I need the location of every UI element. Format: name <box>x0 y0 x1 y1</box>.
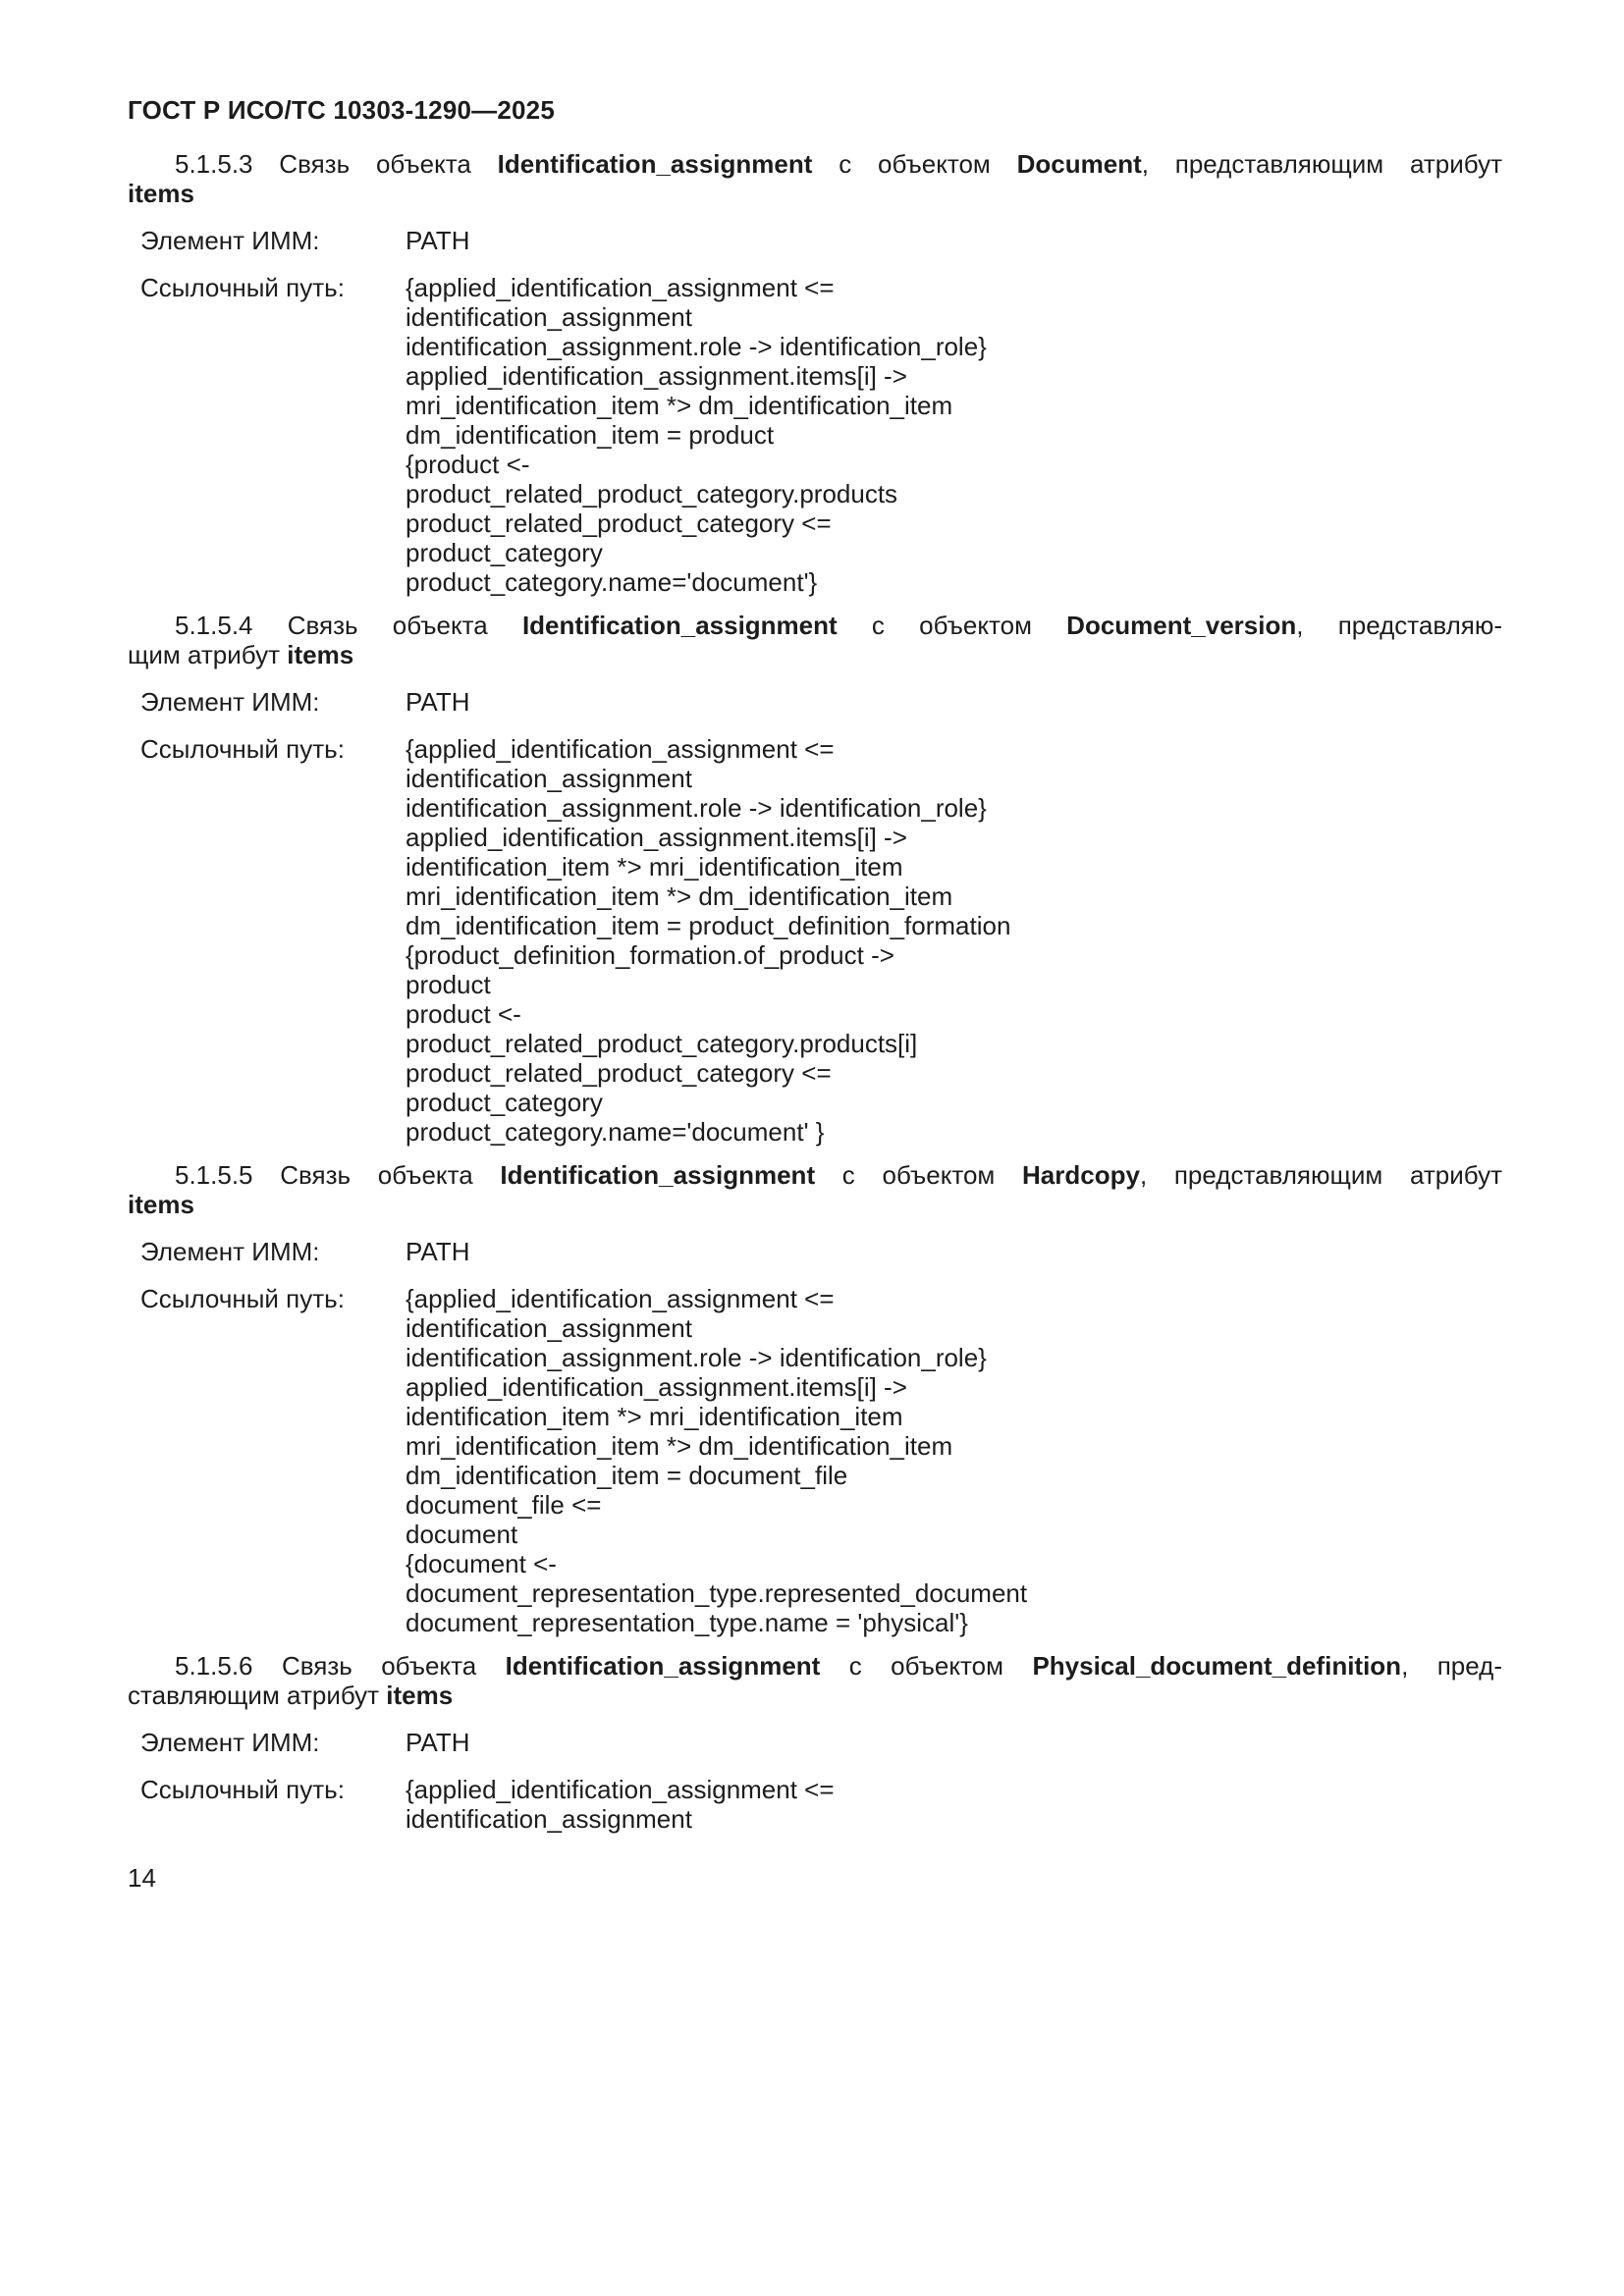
heading-segment: с объектом <box>815 1160 1023 1190</box>
reference-path-line: identification_assignment.role -> identification_role} <box>406 1343 987 1372</box>
imm-element-row <box>128 1728 1502 1757</box>
reference-path-row <box>128 1284 1502 1637</box>
reference-path-line: {applied_identification_assignment <= <box>406 1775 835 1804</box>
reference-path-label: Ссылочный путь: <box>140 273 345 302</box>
heading-segment: , пред- <box>1401 1651 1502 1681</box>
section-heading-line1 <box>128 149 1502 179</box>
reference-path-line: product <- <box>406 999 521 1029</box>
reference-path-line: {product_definition_formation.of_product -> <box>406 940 894 970</box>
reference-path-line: product_related_product_category <= <box>406 508 832 538</box>
reference-path-line: product_category <box>406 538 603 567</box>
reference-path-line: {document <- <box>406 1549 557 1578</box>
heading-segment: Identification_assignment <box>500 1160 816 1190</box>
section-5-1-5-4 <box>128 611 1502 1147</box>
reference-path-label: Ссылочный путь: <box>140 1284 345 1313</box>
imm-element-row <box>128 1237 1502 1266</box>
heading-segment: items <box>128 1190 194 1219</box>
imm-element-label: Элемент ИММ: <box>140 1728 320 1757</box>
section-5-1-5-5 <box>128 1160 1502 1637</box>
reference-path-line: document_file <= <box>406 1490 602 1520</box>
heading-segment: 5.1.5.3 Связь объекта <box>175 149 498 179</box>
section-heading-line2 <box>128 1681 1502 1710</box>
reference-path-line: identification_assignment <box>406 764 692 793</box>
section-heading-line1 <box>128 611 1502 640</box>
reference-path-lines <box>406 734 1502 1147</box>
heading-segment: Identification_assignment <box>521 611 838 640</box>
heading-segment: 5.1.5.5 Связь объекта <box>175 1160 501 1190</box>
heading-segment: , представляющим атрибут <box>1141 149 1502 179</box>
reference-path-line: mri_identification_item *> dm_identification_item <box>406 1431 953 1461</box>
reference-path-line: product <box>406 970 491 999</box>
reference-path-line: document <box>406 1520 518 1549</box>
section-heading-line2 <box>128 1190 1502 1219</box>
reference-path-line: product_category <box>406 1088 603 1117</box>
reference-path-lines <box>406 273 1502 597</box>
imm-element-row <box>128 687 1502 717</box>
reference-path-row <box>128 1775 1502 1834</box>
reference-path-line: identification_item *> mri_identification_item <box>406 852 903 881</box>
heading-segment: с объектом <box>820 1651 1033 1681</box>
imm-element-value: PATH <box>406 1728 470 1757</box>
reference-path-line: product_category.name='document' } <box>406 1117 825 1147</box>
reference-path-line: {applied_identification_assignment <= <box>406 734 835 764</box>
reference-path-line: identification_assignment <box>406 1804 692 1834</box>
reference-path-line: {product <- <box>406 450 530 479</box>
imm-element-value: PATH <box>406 226 470 255</box>
reference-path-line: document_representation_type.name = 'physical'} <box>406 1608 968 1637</box>
reference-path-label: Ссылочный путь: <box>140 734 345 764</box>
imm-element-label: Элемент ИММ: <box>140 1237 320 1266</box>
reference-path-line: {applied_identification_assignment <= <box>406 273 835 302</box>
reference-path-line: dm_identification_item = product_definition_formation <box>406 911 1011 940</box>
reference-path-line: applied_identification_assignment.items[i] -> <box>406 823 907 852</box>
heading-segment: ставляющим атрибут <box>128 1681 387 1710</box>
reference-path-line: dm_identification_item = product <box>406 420 775 450</box>
heading-segment: Identification_assignment <box>497 149 813 179</box>
reference-path-line: mri_identification_item *> dm_identification_item <box>406 881 953 911</box>
heading-segment: щим атрибут <box>128 640 288 669</box>
imm-element-label: Элемент ИММ: <box>140 226 320 255</box>
reference-path-row <box>128 273 1502 597</box>
section-5-1-5-6 <box>128 1651 1502 1834</box>
heading-segment: 5.1.5.4 Связь объекта <box>175 611 522 640</box>
heading-segment: items <box>287 640 354 669</box>
reference-path-label: Ссылочный путь: <box>140 1775 345 1804</box>
page-number: 14 <box>128 1863 156 1893</box>
heading-segment: Physical_document_definition <box>1032 1651 1402 1681</box>
reference-path-line: mri_identification_item *> dm_identification_item <box>406 391 953 420</box>
reference-path-line: product_related_product_category.products[i] <box>406 1029 918 1058</box>
section-heading-line2 <box>128 179 1502 208</box>
section-heading-line1 <box>128 1651 1502 1681</box>
reference-path-line: identification_assignment.role -> identification_role} <box>406 332 987 361</box>
reference-path-line: applied_identification_assignment.items[i] -> <box>406 361 907 391</box>
heading-segment: Hardcopy <box>1022 1160 1140 1190</box>
imm-element-row <box>128 226 1502 255</box>
section-heading-line1 <box>128 1160 1502 1190</box>
heading-segment: , представляю- <box>1296 611 1502 640</box>
reference-path-lines <box>406 1775 1502 1834</box>
reference-path-line: identification_assignment <box>406 302 692 332</box>
document-header: ГОСТ Р ИСО/ТС 10303-1290—2025 <box>128 95 556 125</box>
reference-path-row <box>128 734 1502 1147</box>
reference-path-line: identification_item *> mri_identification_item <box>406 1402 903 1431</box>
reference-path-line: dm_identification_item = document_file <box>406 1461 848 1490</box>
heading-segment: Document_version <box>1066 611 1297 640</box>
heading-segment: items <box>128 179 194 208</box>
reference-path-line: product_related_product_category.products <box>406 479 898 508</box>
reference-path-line: product_category.name='document'} <box>406 567 818 597</box>
heading-segment: Document <box>1016 149 1142 179</box>
heading-segment: , представляющим атрибут <box>1139 1160 1502 1190</box>
heading-segment: items <box>386 1681 454 1710</box>
section-heading-line2 <box>128 640 1502 669</box>
reference-path-line: identification_assignment <box>406 1313 692 1343</box>
reference-path-line: {applied_identification_assignment <= <box>406 1284 835 1313</box>
heading-segment: с объектом <box>837 611 1067 640</box>
imm-element-value: PATH <box>406 687 470 717</box>
reference-path-line: applied_identification_assignment.items[i] -> <box>406 1372 907 1402</box>
reference-path-line: identification_assignment.role -> identification_role} <box>406 793 987 823</box>
heading-segment: с объектом <box>812 149 1017 179</box>
imm-element-value: PATH <box>406 1237 470 1266</box>
reference-path-lines <box>406 1284 1502 1637</box>
section-5-1-5-3 <box>128 149 1502 597</box>
page-content <box>128 95 1502 1847</box>
heading-segment: Identification_assignment <box>505 1651 821 1681</box>
imm-element-label: Элемент ИММ: <box>140 687 320 717</box>
reference-path-line: product_related_product_category <= <box>406 1058 832 1088</box>
reference-path-line: document_representation_type.represented_document <box>406 1578 1028 1608</box>
heading-segment: 5.1.5.6 Связь объекта <box>175 1651 506 1681</box>
